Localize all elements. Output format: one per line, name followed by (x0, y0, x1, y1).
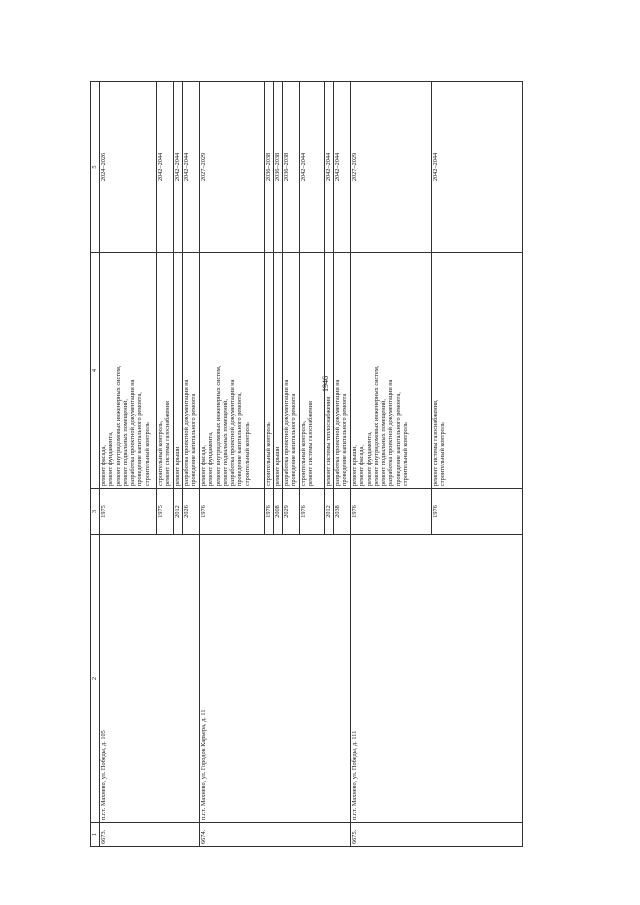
table-row (100, 82, 157, 847)
header-cell-1: 1 (91, 823, 100, 847)
row-number: 6673. (100, 823, 200, 847)
work-type-cell: ремонт системы газоснабжения, строительный контроль (432, 253, 523, 489)
period-cell: 2042–2044 (432, 82, 523, 253)
period-cell: 2036–2038 (283, 82, 300, 253)
address-cell: п.г.т. Махнево, ул. Победы, д. 105 (100, 535, 200, 823)
work-type-cell: разработка проектной документации на проведение капитального ремонта (183, 253, 200, 489)
period-cell: 2024–2026 (100, 82, 157, 253)
address-cell: п.г.т. Махнево, ул. Победы, д. 111 (351, 535, 523, 823)
work-type-cell: строительный контроль, ремонт системы газоснабжения (300, 253, 325, 489)
work-type-cell: разработка проектной документации на проведение капитального ремонта (283, 253, 300, 489)
year-cell: 1976 (265, 489, 274, 535)
period-cell: 2042–2044 (325, 82, 334, 253)
period-cell: 2042–2044 (300, 82, 325, 253)
work-type-cell: ремонт крыши (174, 253, 183, 489)
period-cell: 2027–2029 (351, 82, 432, 253)
header-cell-5: 5 (91, 82, 100, 253)
period-cell: 2042–2044 (334, 82, 351, 253)
address-cell: п.г.т. Махнево, ул. Городок Карьера, д. 11 (200, 535, 351, 823)
work-type-cell: ремонт крыши (274, 253, 283, 489)
work-type-cell: разработка проектной документации на проведение капитального ремонта (334, 253, 351, 489)
table-row (200, 82, 265, 847)
work-type-cell: строительный контроль, ремонт системы газоснабжения (157, 253, 174, 489)
year-cell: 2012 (174, 489, 183, 535)
capital-repair-table (90, 81, 523, 847)
row-number: 6675. (351, 823, 523, 847)
work-type-cell: ремонт крыши, ремонт фасада, ремонт фундамента, ремонт внутридомовых инженерных систем, ремонт подвальных помещений, разработка проектной документации на проведение капитального ремонта, строительный контроль (351, 253, 432, 489)
row-number: 6674. (200, 823, 351, 847)
header-row (91, 82, 100, 847)
year-cell: 1975 (100, 489, 157, 535)
year-cell: 1975 (157, 489, 174, 535)
page-number: 1946 (321, 376, 330, 392)
year-cell: 2008 (274, 489, 283, 535)
year-cell: 2038 (334, 489, 351, 535)
header-cell-4: 4 (91, 253, 100, 489)
table-row (351, 82, 432, 847)
year-cell: 2026 (183, 489, 200, 535)
year-cell: 2029 (283, 489, 300, 535)
year-cell: 1976 (351, 489, 432, 535)
year-cell: 1976 (300, 489, 325, 535)
work-type-cell: ремонт фасада, ремонт фундамента, ремонт внутридомовых инженерных систем, ремонт подвальных помещений, разработка проектной документации на проведение капитального ремонта, строительный контроль (100, 253, 157, 489)
period-cell: 2036–2038 (265, 82, 274, 253)
work-type-cell: строительный контроль (265, 253, 274, 489)
year-cell: 1976 (432, 489, 523, 535)
period-cell: 2027–2029 (200, 82, 265, 253)
work-type-cell: ремонт системы теплоснабжения (325, 253, 334, 489)
year-cell: 1976 (200, 489, 265, 535)
landscape-page (90, 82, 566, 847)
period-cell: 2042–2044 (183, 82, 200, 253)
header-cell-3: 3 (91, 489, 100, 535)
header-cell-2: 2 (91, 535, 100, 823)
year-cell: 2012 (325, 489, 334, 535)
period-cell: 2042–2044 (157, 82, 174, 253)
period-cell: 2036–2038 (274, 82, 283, 253)
period-cell: 2042–2044 (174, 82, 183, 253)
work-type-cell: ремонт фасада, ремонт фундамента, ремонт внутридомовых инженерных систем, ремонт подвальных помещений, разработка проектной документации на проведение капитального ремонта, строительный контроль (200, 253, 265, 489)
